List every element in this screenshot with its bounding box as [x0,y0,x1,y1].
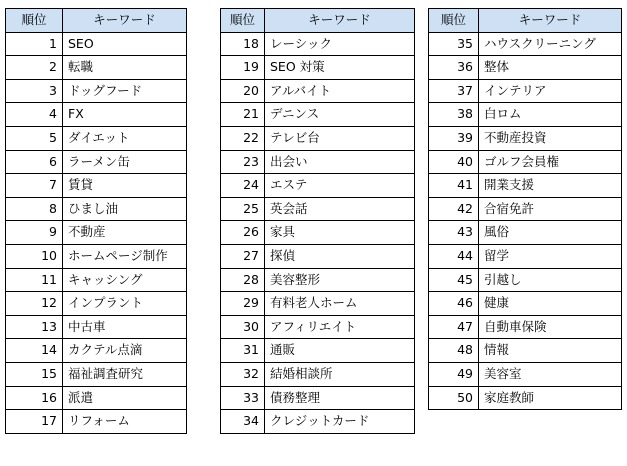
table-row [221,150,415,174]
keyword-cell: 不動産 [63,221,187,245]
rank-cell: 22 [221,126,265,150]
rank-cell: 27 [221,244,265,268]
table-row [221,174,415,198]
rank-cell: 13 [6,315,63,339]
rank-cell: 2 [6,56,63,80]
table-row [221,103,415,127]
keyword-cell: 出会い [265,150,415,174]
rank-cell: 36 [429,56,479,80]
keyword-column-header: キーワード [63,9,187,33]
rank-cell: 29 [221,292,265,316]
rank-cell: 23 [221,150,265,174]
rank-cell: 30 [221,315,265,339]
keyword-cell: エステ [265,174,415,198]
table-row [429,32,622,56]
rank-column-header: 順位 [429,9,479,33]
rank-cell: 37 [429,79,479,103]
keyword-cell: ゴルフ会員権 [479,150,622,174]
rank-cell: 3 [6,79,63,103]
keyword-cell: クレジットカード [265,410,415,434]
table-header-row [429,9,622,33]
keyword-cell: 整体 [479,56,622,80]
keyword-cell: 開業支援 [479,174,622,198]
keyword-cell: 白ロム [479,103,622,127]
keyword-cell: リフォーム [63,410,187,434]
rank-column-header: 順位 [221,9,265,33]
keyword-cell: SEO 対策 [265,56,415,80]
keyword-cell: 風俗 [479,221,622,245]
table-row [429,56,622,80]
rank-cell: 4 [6,103,63,127]
keyword-cell: 転職 [63,56,187,80]
table-row [429,292,622,316]
keyword-ranking-table-3 [428,8,622,410]
table-row [429,150,622,174]
rank-cell: 1 [6,32,63,56]
keyword-cell: 家庭教師 [479,386,622,410]
rank-cell: 33 [221,386,265,410]
table-row [429,221,622,245]
keyword-cell: ドッグフード [63,79,187,103]
table-body [221,9,415,434]
table-header-row [6,9,187,33]
table-row [429,79,622,103]
keyword-cell: ハウスクリーニング [479,32,622,56]
table-row [221,56,415,80]
table-row [221,244,415,268]
rank-cell: 7 [6,174,63,198]
keyword-cell: カクテル点滴 [63,339,187,363]
table-row [6,386,187,410]
rank-cell: 10 [6,244,63,268]
keyword-cell: 通販 [265,339,415,363]
keyword-cell: ひまし油 [63,197,187,221]
table-row [6,126,187,150]
rank-cell: 35 [429,32,479,56]
keyword-cell: SEO [63,32,187,56]
keyword-cell: インテリア [479,79,622,103]
keyword-ranking-table-2 [220,8,415,434]
table-row [6,221,187,245]
keyword-cell: アフィリエイト [265,315,415,339]
keyword-cell: 英会話 [265,197,415,221]
rank-cell: 19 [221,56,265,80]
keyword-cell: 自動車保険 [479,315,622,339]
keyword-cell: 派遣 [63,386,187,410]
keyword-cell: 不動産投資 [479,126,622,150]
keyword-cell: 債務整理 [265,386,415,410]
table-row [6,103,187,127]
table-row [429,268,622,292]
keyword-cell: ホームページ制作 [63,244,187,268]
table-row [221,197,415,221]
table-row [6,339,187,363]
rank-cell: 28 [221,268,265,292]
keyword-cell: 福祉調査研究 [63,362,187,386]
table-row [429,244,622,268]
rank-cell: 45 [429,268,479,292]
rank-cell: 47 [429,315,479,339]
keyword-cell: 健康 [479,292,622,316]
table-row [6,362,187,386]
table-row [221,221,415,245]
rank-cell: 5 [6,126,63,150]
table-row [221,32,415,56]
rank-cell: 8 [6,197,63,221]
rank-cell: 12 [6,292,63,316]
table-row [221,79,415,103]
rank-cell: 6 [6,150,63,174]
keyword-cell: キャッシング [63,268,187,292]
keyword-cell: 美容整形 [265,268,415,292]
rank-cell: 26 [221,221,265,245]
keyword-cell: 中古車 [63,315,187,339]
rank-column-header: 順位 [6,9,63,33]
rank-cell: 25 [221,197,265,221]
rank-cell: 34 [221,410,265,434]
table-row [6,410,187,434]
table-body [429,9,622,410]
table-row [6,315,187,339]
keyword-ranking-table-1 [5,8,187,434]
keyword-cell: 賃貸 [63,174,187,198]
table-row [221,362,415,386]
table-body [6,9,187,434]
keyword-cell: ダイエット [63,126,187,150]
table-row [6,197,187,221]
rank-cell: 44 [429,244,479,268]
rank-cell: 43 [429,221,479,245]
table-row [221,126,415,150]
rank-cell: 32 [221,362,265,386]
keyword-cell: 合宿免許 [479,197,622,221]
rank-cell: 50 [429,386,479,410]
keyword-cell: 美容室 [479,362,622,386]
rank-cell: 49 [429,362,479,386]
keyword-cell: 結婚相談所 [265,362,415,386]
keyword-cell: テレビ台 [265,126,415,150]
rank-cell: 42 [429,197,479,221]
table-row [429,386,622,410]
rank-cell: 21 [221,103,265,127]
table-row [6,244,187,268]
table-row [6,174,187,198]
rank-cell: 18 [221,32,265,56]
rank-cell: 48 [429,339,479,363]
rank-cell: 38 [429,103,479,127]
table-row [429,339,622,363]
table-row [429,126,622,150]
table-row [221,410,415,434]
table-row [6,79,187,103]
table-row [221,315,415,339]
table-row [6,56,187,80]
keyword-cell: FX [63,103,187,127]
table-row [6,268,187,292]
keyword-cell: 引越し [479,268,622,292]
table-row [429,315,622,339]
keyword-cell: デニンス [265,103,415,127]
table-row [429,362,622,386]
rank-cell: 9 [6,221,63,245]
keyword-column-header: キーワード [479,9,622,33]
table-row [6,150,187,174]
rank-cell: 15 [6,362,63,386]
table-row [221,386,415,410]
rank-cell: 41 [429,174,479,198]
keyword-cell: 留学 [479,244,622,268]
keyword-cell: 探偵 [265,244,415,268]
rank-cell: 17 [6,410,63,434]
rank-cell: 31 [221,339,265,363]
table-row [221,339,415,363]
table-row [429,174,622,198]
table-row [6,32,187,56]
keyword-column-header: キーワード [265,9,415,33]
keyword-cell: 情報 [479,339,622,363]
rank-cell: 39 [429,126,479,150]
rank-cell: 20 [221,79,265,103]
rank-cell: 16 [6,386,63,410]
table-row [221,268,415,292]
table-row [221,292,415,316]
rank-cell: 24 [221,174,265,198]
rank-cell: 46 [429,292,479,316]
rank-cell: 14 [6,339,63,363]
table-row [429,197,622,221]
keyword-cell: 家具 [265,221,415,245]
table-row [429,103,622,127]
table-header-row [221,9,415,33]
keyword-cell: アルバイト [265,79,415,103]
keyword-cell: 有料老人ホーム [265,292,415,316]
keyword-cell: ラーメン缶 [63,150,187,174]
rank-cell: 40 [429,150,479,174]
keyword-cell: インプラント [63,292,187,316]
table-row [6,292,187,316]
rank-cell: 11 [6,268,63,292]
keyword-cell: レーシック [265,32,415,56]
